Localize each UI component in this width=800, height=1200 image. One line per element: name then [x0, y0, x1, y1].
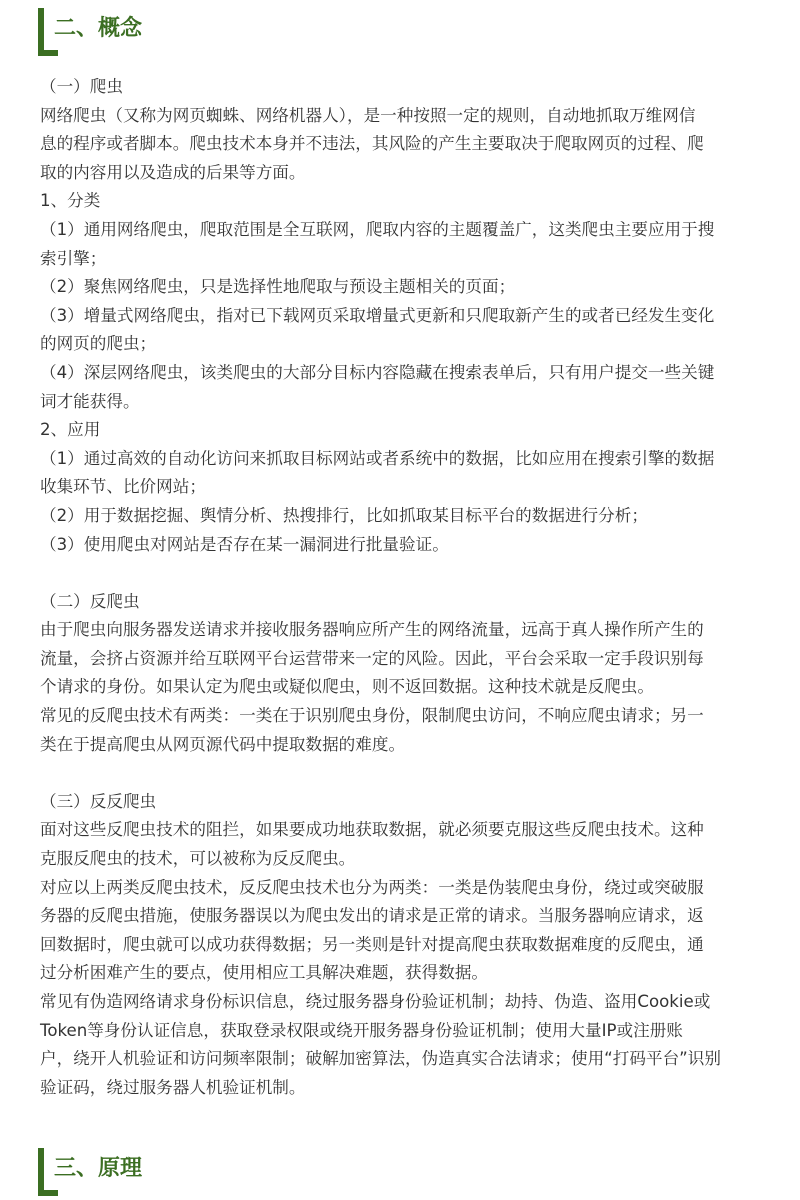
paragraph-line: 个请求的身份。如果认定为爬虫或疑似爬虫，则不返回数据。这种技术就是反爬虫。 — [40, 677, 654, 697]
list-item: （2）聚焦网络爬虫，只是选择性地爬取与预设主题相关的页面； — [40, 277, 516, 297]
paragraph-line: 务器的反爬虫措施，使服务器误以为爬虫发出的请求是正常的请求。当服务器响应请求，返 — [40, 906, 704, 926]
spacer — [40, 559, 768, 588]
paragraph-line: 过分析困难产生的要点，使用相应工具解决难题，获得数据。 — [40, 963, 489, 983]
list-heading: 1、分类 — [40, 191, 101, 211]
heading-bracket-foot — [38, 1190, 58, 1196]
heading-bracket-icon — [38, 8, 44, 54]
subsection-title: （一）爬虫 — [40, 77, 123, 96]
paragraph-line: 回数据时，爬虫就可以成功获得数据；另一类则是针对提高爬虫获取数据难度的反爬虫，通 — [40, 934, 704, 954]
list-item: （2）用于数据挖掘、舆情分析、热搜排行，比如抓取某目标平台的数据进行分析； — [40, 505, 648, 525]
spacer — [40, 759, 768, 788]
section-heading-principle — [38, 1148, 738, 1196]
paragraph-line: 取的内容用以及造成的后果等方面。 — [40, 162, 306, 182]
section-title: 三、原理 — [54, 1156, 143, 1181]
subsection-title: （二）反爬虫 — [40, 591, 140, 611]
list-item: （3）使用爬虫对网站是否存在某一漏洞进行批量验证。 — [40, 534, 449, 554]
paragraph-line: 类在于提高爬虫从网页源代码中提取数据的难度。 — [40, 734, 406, 754]
list-item: 索引擎； — [40, 248, 107, 268]
paragraph-line: 常见的反爬虫技术有两类：一类在于识别爬虫身份，限制爬虫访问，不响应爬虫请求；另一 — [40, 706, 704, 726]
subsection-title: （三）反反爬虫 — [40, 791, 157, 811]
list-item: 收集环节、比价网站； — [40, 477, 206, 497]
paragraph-line: 面对这些反爬虫技术的阻拦，如果要成功地获取数据，就必须要克服这些反爬虫技术。这种 — [40, 820, 704, 840]
paragraph-line: 对应以上两类反爬虫技术，反反爬虫技术也分为两类：一类是伪装爬虫身份，绕过或突破服 — [40, 877, 704, 897]
heading-bracket-icon — [38, 1148, 44, 1194]
section-title: 二、概念 — [54, 16, 143, 41]
list-item: 词才能获得。 — [40, 391, 140, 411]
paragraph-line: 息的程序或者脚本。爬虫技术本身并不违法，其风险的产生主要取决于爬取网页的过程、爬 — [40, 134, 704, 154]
paragraph-line: Token等身份认证信息，获取登录权限或绕开服务器身份验证机制；使用大量IP或注册账 — [40, 1020, 683, 1040]
paragraph-line: 验证码，绕过服务器人机验证机制。 — [40, 1077, 306, 1097]
heading-bracket-foot — [38, 50, 58, 56]
paragraph-line: 克服反爬虫的技术，可以被称为反反爬虫。 — [40, 849, 356, 869]
list-item: （4）深层网络爬虫，该类爬虫的大部分目标内容隐藏在搜索表单后，只有用户提交一些关键 — [40, 362, 715, 382]
paragraph-line: 网络爬虫（又称为网页蜘蛛、网络机器人），是一种按照一定的规则，自动地抓取万维网信 — [40, 105, 696, 125]
list-item: 的网页的爬虫； — [40, 334, 157, 354]
article-body — [40, 73, 768, 1102]
list-item: （1）通用网络爬虫，爬取范围是全互联网，爬取内容的主题覆盖广，这类爬虫主要应用于搜 — [40, 219, 715, 239]
paragraph-line: 流量，会挤占资源并给互联网平台运营带来一定的风险。因此，平台会采取一定手段识别每 — [40, 648, 704, 668]
paragraph-line: 常见有伪造网络请求身份标识信息，绕过服务器身份验证机制；劫持、伪造、盗用Cookie或 — [40, 992, 711, 1011]
list-item: （3）增量式网络爬虫，指对已下载网页采取增量式更新和只爬取新产生的或者已经发生变化 — [40, 305, 715, 325]
list-heading: 2、应用 — [40, 420, 101, 440]
paragraph-line: 户，绕开人机验证和访问频率限制；破解加密算法，伪造真实合法请求；使用“打码平台”识别 — [40, 1049, 721, 1069]
section-heading-concept — [38, 8, 738, 56]
list-item: （1）通过高效的自动化访问来抓取目标网站或者系统中的数据，比如应用在搜索引擎的数据 — [40, 448, 715, 468]
paragraph-line: 由于爬虫向服务器发送请求并接收服务器响应所产生的网络流量，远高于真人操作所产生的 — [40, 620, 704, 640]
